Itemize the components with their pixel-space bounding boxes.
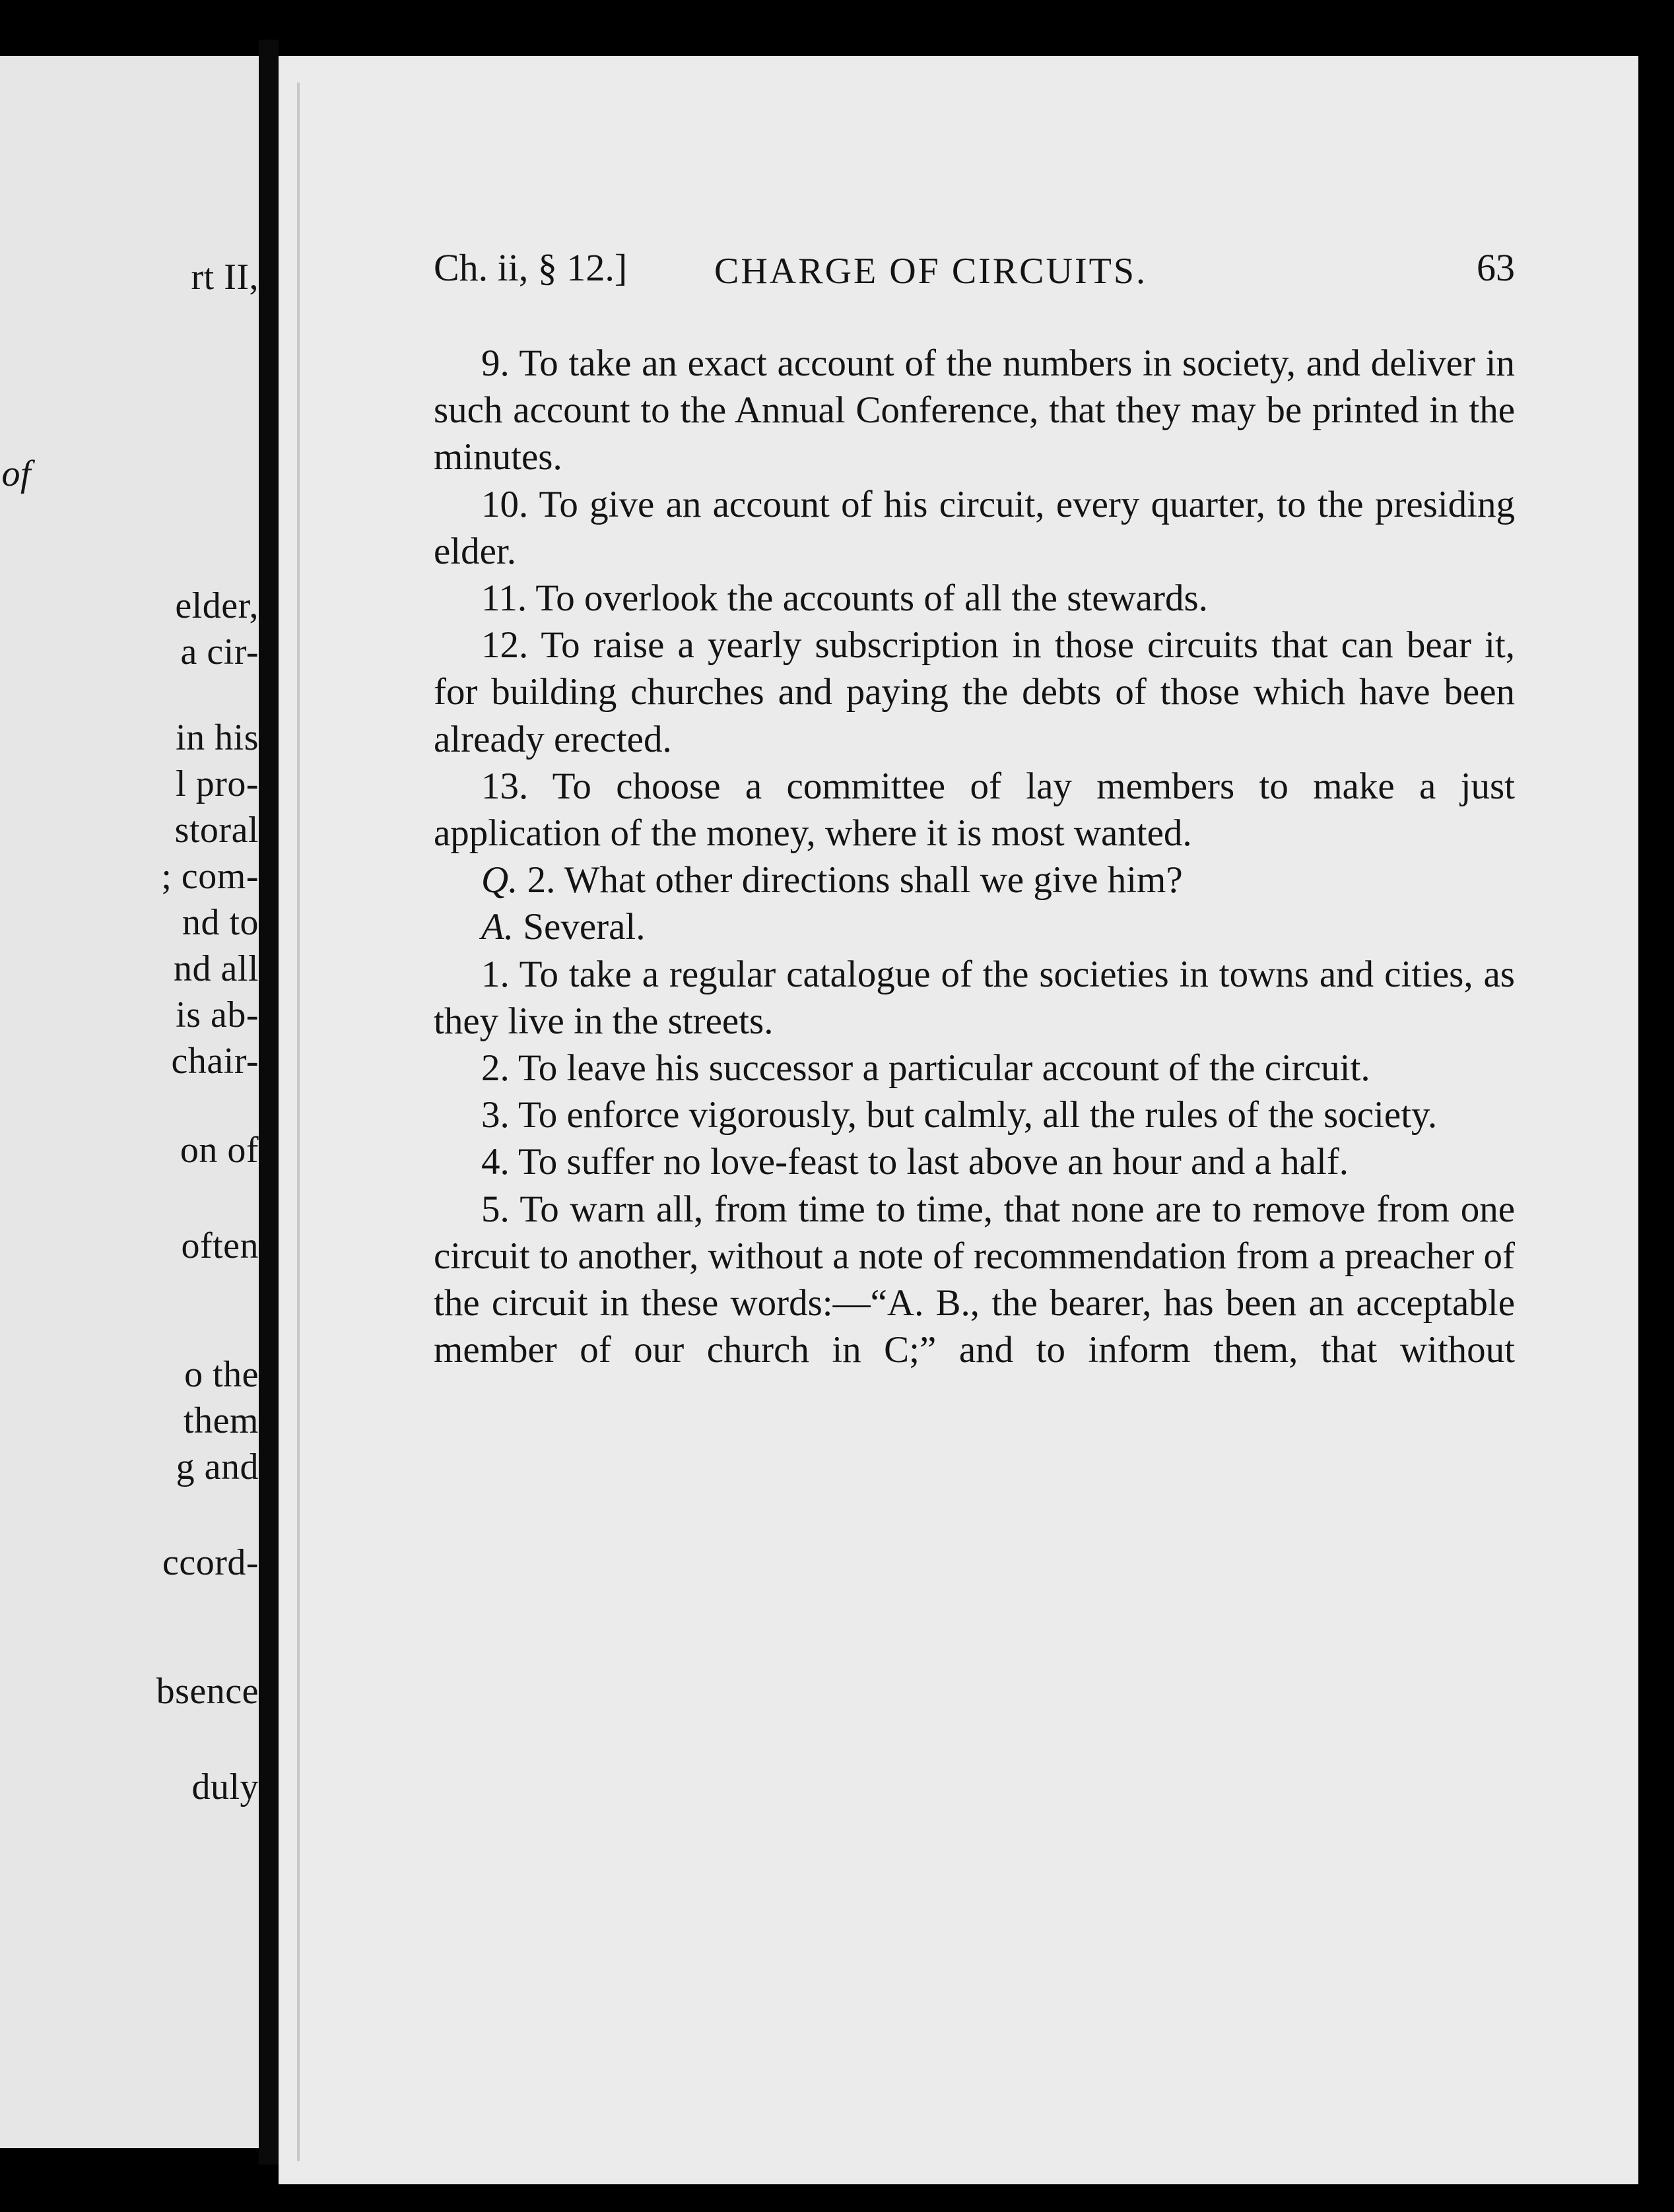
running-head	[434, 246, 1515, 295]
paragraph: 10. To give an account of his circuit, every quarter, to the presiding elder.	[434, 483, 1515, 572]
direction: 1. To take a regular catalogue of the societies in towns and cities, as they live in the streets.	[434, 953, 1515, 1042]
direction: 4. To suffer no love-feast to last above an hour and a half.	[481, 1141, 1349, 1183]
answer-label: A.	[481, 906, 514, 948]
left-page-fragment: storal	[174, 810, 259, 851]
running-title: CHARGE OF CIRCUITS.	[714, 251, 1147, 292]
left-page-fragment: duly	[191, 1767, 259, 1807]
question-label: Q.	[481, 859, 518, 901]
left-page-fragment: chair-	[171, 1041, 259, 1082]
direction: 3. To enforce vigorously, but calmly, all the rules of the society.	[481, 1094, 1438, 1136]
left-page-fragment: of	[1, 453, 31, 494]
answer-text: Several.	[523, 906, 646, 948]
left-page-fragment: is ab-	[176, 994, 259, 1035]
left-page-fragment: ccord-	[162, 1542, 259, 1583]
left-page-fragment: on of	[180, 1130, 259, 1171]
answer	[434, 903, 1515, 950]
left-page-fragment: nd all	[174, 948, 259, 989]
section-reference: Ch. ii, § 12.]	[434, 246, 628, 289]
facing-page-left	[0, 56, 259, 2148]
page-number: 63	[1477, 246, 1515, 289]
paragraph: 9. To take an exact account of the numbers in society, and deliver in such account to the Annual Conference, that they may be printed in the minutes.	[434, 342, 1515, 478]
left-page-fragment: bsence	[156, 1671, 259, 1712]
paragraph: 12. To raise a yearly subscription in those circuits that can bear it, for building churches and paying the debts of those which have been already erected.	[434, 624, 1515, 760]
paragraph: 13. To choose a committee of lay members to make a just application of the money, where it is most wanted.	[434, 765, 1515, 855]
question-text: 2. What other directions shall we give him?	[527, 859, 1183, 901]
left-page-fragment: a cir-	[180, 632, 259, 672]
left-page-fragment: o the	[184, 1354, 259, 1395]
left-page-fragment: ; com-	[161, 856, 259, 897]
left-page-fragment: g and	[176, 1447, 259, 1487]
left-page-fragment: nd to	[182, 902, 259, 943]
direction: 5. To warn all, from time to time, that none are to remove from one circuit to another, without a note of recommendation from a preacher of the circuit in these words:—“A. B., the bearer, has been an acceptable member of our church in C;” and to inform them, that without	[434, 1188, 1515, 1371]
left-page-fragment: in his	[176, 717, 259, 758]
direction: 2. To leave his successor a particular account of the circuit.	[481, 1047, 1370, 1090]
left-page-fragment: rt II,	[191, 257, 259, 298]
book-gutter	[259, 40, 279, 2164]
question	[434, 857, 1515, 903]
left-page-fragment: often	[181, 1225, 259, 1266]
page-edge	[297, 82, 300, 2161]
page-63	[279, 56, 1638, 2184]
paragraph: 11. To overlook the accounts of all the stewards.	[481, 577, 1208, 620]
body-text	[434, 340, 1515, 1373]
left-page-fragment: elder,	[175, 585, 259, 626]
left-page-fragment: l pro-	[176, 764, 259, 804]
left-page-fragment: them	[184, 1400, 259, 1441]
